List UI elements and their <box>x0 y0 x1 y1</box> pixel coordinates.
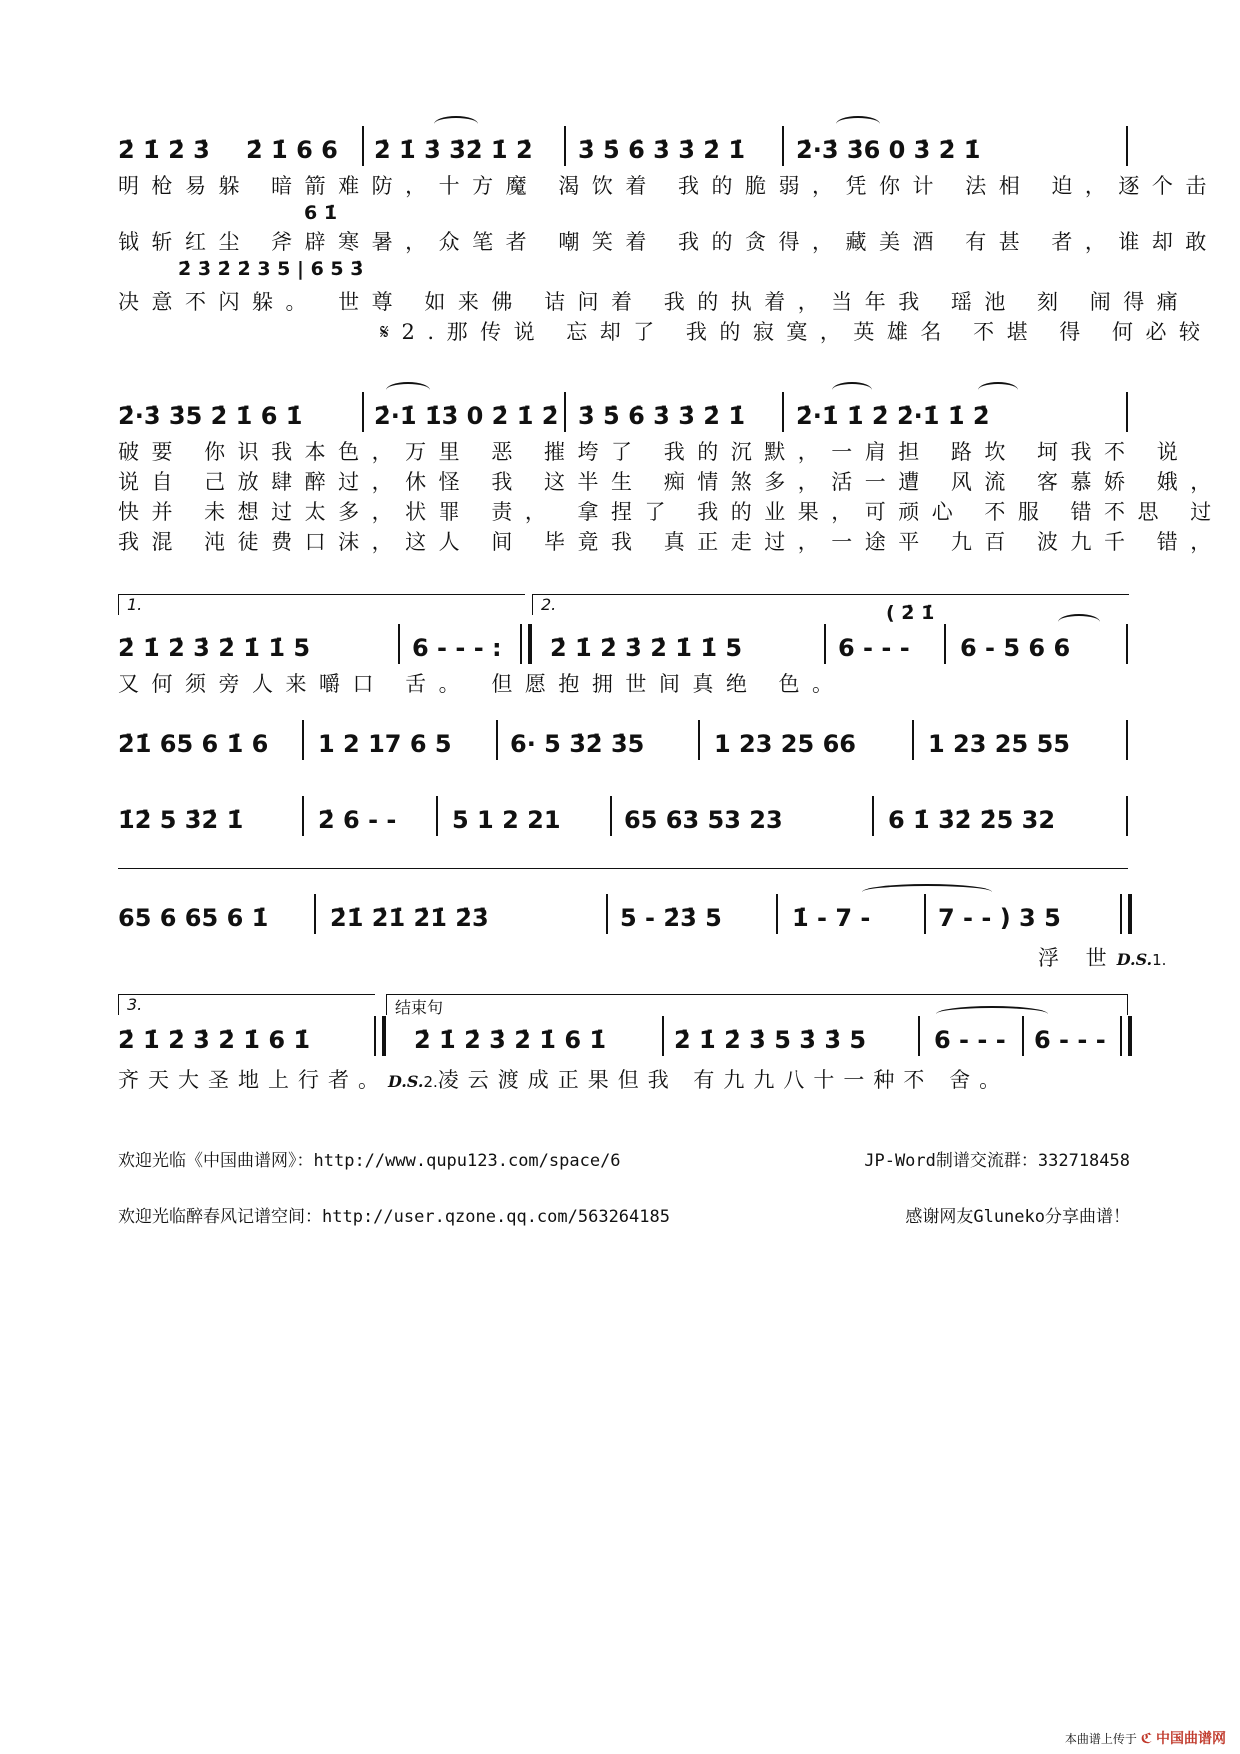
measure-16: 6· 5 3̇2̇ 3̇5 <box>510 730 645 758</box>
note-line <box>118 396 1128 440</box>
tie <box>862 884 992 900</box>
barline <box>362 126 364 166</box>
measure-27: 1̇ - 7 - <box>792 904 871 932</box>
measure-1b: 2̇ 1̇ 6 6 <box>246 136 338 164</box>
barline <box>1126 720 1128 760</box>
barline <box>782 126 784 166</box>
measure-29: 2̇ 1̇ 2̇ 3̇ 2̇ 1̇ 6 1̇ <box>118 1026 311 1054</box>
measure-14: 2̇1̇ 65 6 1̇ 6 <box>118 730 269 758</box>
measure-26: 5 - 2̇3̇ 5 <box>620 904 722 932</box>
site-brand: 本曲谱上传于 ℭ 中国曲谱网 <box>1064 1731 1226 1747</box>
small-notes: ( 2̇ 1̇ <box>886 602 935 624</box>
ending-bracket: 结束句 <box>386 994 1128 1015</box>
lyrics-verse-1: 破要 你识我本色，万里 恶 摧垮了 我的沉默，一肩担 路坎 坷我不 说 <box>118 440 1191 464</box>
measure-3: 3̇ 5̇ 6̇ 3̇ 3̇ 2̇ 1̇ <box>578 136 746 164</box>
barline <box>610 796 612 836</box>
note-line <box>118 898 1128 942</box>
barline <box>302 796 304 836</box>
note-line <box>118 724 1128 768</box>
barline <box>776 894 778 934</box>
lyrics-verse-1: 明枪易躲 暗箭难防，十方魔 渴饮着 我的脆弱，凭你计 法相 迫，逐个击 <box>118 174 1219 198</box>
measure-4: 2̇·3̇ 3̇6 0 3̇ 2̇ 1̇ <box>796 136 981 164</box>
lyrics-verse-2: 钺斩红尘 斧辟寒暑，众笔者 嘲笑着 我的贪得，藏美酒 有甚 者，谁却敢 <box>118 230 1219 254</box>
footer-link-qzone[interactable]: 欢迎光临醉春风记谱空间：http://user.qzone.qq.com/563264185 <box>118 1207 670 1227</box>
measure-20: 2̇ 6 - - <box>318 806 397 834</box>
measure-6: 2̇·1̇ 1̇3̇ 0 2̇ 1̇ 2̇ <box>374 402 559 430</box>
small-notes: 6 1̇ <box>304 202 338 224</box>
measure-30: 2̇ 1̇ 2̇ 3̇ 2̇ 1̇ 6 1̇ <box>414 1026 607 1054</box>
lyrics-verse-3: 决意不闪躲。 世尊 如来佛 诘问着 我的执着，当年我 瑶池 刻 闹得痛 <box>118 290 1191 314</box>
measure-18: 1 23 25 55 <box>928 730 1070 758</box>
tie <box>936 1006 1048 1022</box>
tie <box>978 382 1018 398</box>
double-barline <box>1120 894 1132 934</box>
measure-9: 2̇ 1̇ 2̇ 3̇ 2̇ 1̇ 1̇ 5 <box>118 634 311 662</box>
barline <box>944 624 946 664</box>
barline <box>1126 624 1128 664</box>
measure-33: 6 - - - <box>1034 1026 1106 1054</box>
footer-group-info: JP-Word制谱交流群：332718458 <box>864 1151 1130 1171</box>
measure-21: 5 1 2 21 <box>452 806 561 834</box>
small-notes: 2̇ 3̇ 2̇ 2̇ 3 5 | 6 5 3̇ <box>178 258 364 280</box>
tie <box>1058 614 1100 630</box>
barline <box>1022 1016 1024 1056</box>
measure-25: 2̇1̇ 2̇1̇ 2̇1̇ 2̇3̇ <box>330 904 489 932</box>
measure-11: 2̇ 1̇ 2̇ 3̇ 2̇ 1̇ 1̇ 5 <box>550 634 743 662</box>
lyrics-verse-4: 我混 沌徒费口沫，这人 间 毕竟我 真正走过，一途平 九百 波九千 错， <box>118 530 1224 554</box>
barline <box>824 624 826 664</box>
volta-2: 2. <box>532 594 1129 615</box>
lyrics-verse-1: 又何须旁人来嚼口 舌。 但愿抱拥世间真绝 色。 <box>118 672 846 696</box>
brand-logo-icon: ℭ <box>1140 1731 1153 1747</box>
barline <box>606 894 608 934</box>
barline <box>918 1016 920 1056</box>
measure-15: 1 2 17 6 5 <box>318 730 452 758</box>
barline <box>362 392 364 432</box>
measure-12: 6 - - - <box>838 634 910 662</box>
measure-8: 2̇·1̇ 1̇ 2̇ 2̇·1̇ 1̇ 2̇ <box>796 402 990 430</box>
measure-28: 7 - - ) 3 5 <box>938 904 1061 932</box>
tie <box>434 116 478 132</box>
barline <box>912 720 914 760</box>
barline <box>872 796 874 836</box>
measure-17: 1 23 25 66 <box>714 730 856 758</box>
barline <box>398 624 400 664</box>
barline <box>564 126 566 166</box>
barline <box>1126 392 1128 432</box>
barline <box>302 720 304 760</box>
measure-13: 6 - 5 6 6 <box>960 634 1071 662</box>
measure-2: 2̇ 1̇ 3̇ 3̇2̇ 1̇ 2̇ <box>374 136 533 164</box>
barline <box>314 894 316 934</box>
note-line <box>118 800 1128 844</box>
note-line <box>118 130 1128 174</box>
measure-32: 6 - - - <box>934 1026 1006 1054</box>
footer-thanks: 感谢网友Gluneko分享曲谱！ <box>905 1207 1130 1227</box>
barline <box>782 392 784 432</box>
measure-31: 2̇ 1̇ 2̇ 3̇ 5 3̇ 3̇ 5 <box>674 1026 867 1054</box>
barline <box>662 1016 664 1056</box>
final-barline <box>1120 1016 1132 1056</box>
note-line <box>118 1020 1128 1064</box>
barline <box>496 720 498 760</box>
double-barline <box>374 1016 386 1056</box>
barline <box>1126 126 1128 166</box>
barline <box>436 796 438 836</box>
repeat-barline <box>520 624 532 664</box>
tie <box>386 382 430 398</box>
measure-23: 6 1̇ 3̇2̇ 2̇5 32 <box>888 806 1056 834</box>
note-line <box>118 628 1128 672</box>
ds-marking: 浮 世D.S.1. <box>1038 946 1167 970</box>
volta-3: 3. <box>118 994 375 1015</box>
volta-1: 1. <box>118 594 525 615</box>
barline <box>1126 796 1128 836</box>
barline <box>564 392 566 432</box>
measure-24: 65 6 65 6 1̇ <box>118 904 269 932</box>
lyrics-verse-3: 快并 未想过太多，状罪 责， 拿捏了 我的业果，可顽心 不服 错不思 过 <box>118 500 1224 524</box>
measure-5: 2̇·3̇ 3̇5 2̇ 1̇ 6 1̇ <box>118 402 303 430</box>
bracket-line <box>118 868 1128 869</box>
measure-22: 65 63 53 23 <box>624 806 783 834</box>
lyrics-verse-2: 说自 己放肆醉过，休怪 我 这半生 痴情煞多，活一遭 风流 客慕娇 娥， <box>118 470 1224 494</box>
measure-10: 6 - - - : <box>412 634 502 662</box>
measure-1a: 2̇ 1̇ 2̇ 3̇ <box>118 136 210 164</box>
tie <box>836 116 880 132</box>
footer-link-qupu[interactable]: 欢迎光临《中国曲谱网》：http://www.qupu123.com/space/6 <box>118 1151 621 1171</box>
lyrics-ending: 齐天大圣地上行者。D.S.2.凌云渡成正果但我 有九九八十一种不 舍。 <box>118 1068 1010 1092</box>
barline <box>924 894 926 934</box>
barline <box>698 720 700 760</box>
tie <box>832 382 872 398</box>
lyrics-verse-4: 𝄋2.那传说 忘却了 我的寂寞，英雄名 不堪 得 何必较 <box>380 320 1213 344</box>
measure-19: 1̇2̇ 5 3̇2̇ 1̇ <box>118 806 244 834</box>
measure-7: 3̇ 5̇ 6̇ 3̇ 3̇ 2̇ 1̇ <box>578 402 746 430</box>
